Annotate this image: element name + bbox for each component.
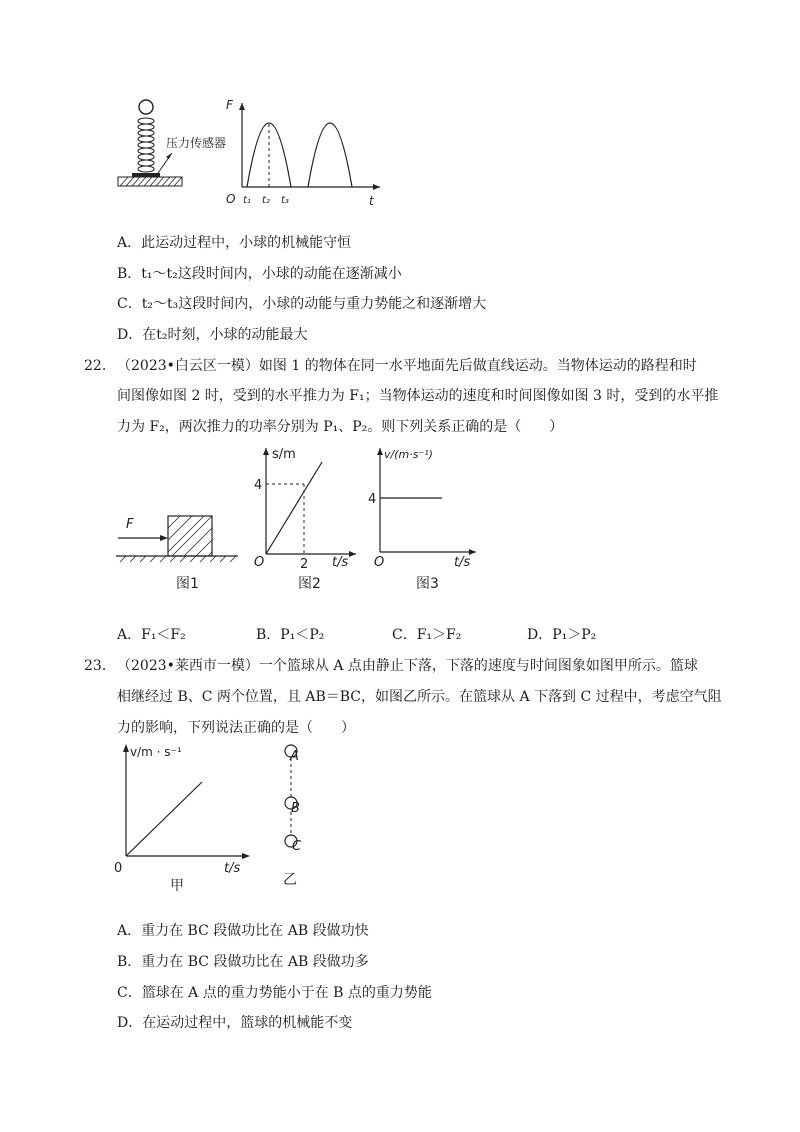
force-time-graph — [226, 98, 380, 208]
q21-option-a: A．此运动过程中，小球的机械能守恒 — [117, 235, 352, 251]
svg-text:v/m · s⁻¹: v/m · s⁻¹ — [130, 745, 182, 759]
q22-fig2 — [250, 444, 365, 596]
svg-text:s/m: s/m — [272, 447, 296, 462]
ball — [139, 100, 153, 114]
q23-fig-yi — [274, 740, 324, 890]
s-t-line — [266, 462, 322, 554]
q23-option-a: A．重力在 BC 段做功比在 AB 段做功快 — [117, 923, 369, 939]
velocity-line — [126, 782, 202, 856]
svg-text:t₁: t₁ — [243, 195, 251, 206]
q21-option-b: B．t₁～t₂这段时间内，小球的动能在逐渐减小 — [117, 266, 402, 282]
svg-text:t/s: t/s — [332, 555, 349, 570]
q23-option-c: C．篮球在 A 点的重力势能小于在 B 点的重力势能 — [117, 985, 432, 1001]
q22-option-a: A．F₁＜F₂ — [117, 627, 186, 643]
fig-yi-caption: 乙 — [283, 872, 297, 888]
svg-text:0: 0 — [114, 861, 123, 876]
q22-stem-line-2: 间图像如图 2 时，受到的水平推力为 F₁；当物体运动的速度和时间图像如图 3 时，受到的水平推 — [117, 388, 719, 404]
svg-text:4: 4 — [254, 478, 263, 493]
q22-fig3 — [366, 444, 496, 596]
q22-stem-line-1: （2023•白云区一模）如图 1 的物体在同一水平地面先后做直线运动。当物体运动的路程和时 — [117, 358, 697, 374]
svg-text:v/(m·s⁻¹): v/(m·s⁻¹) — [384, 448, 433, 461]
fig-jia-caption: 甲 — [170, 878, 184, 894]
q23-option-b: B．重力在 BC 段做功比在 AB 段做功多 — [117, 954, 369, 970]
svg-text:t₃: t₃ — [281, 195, 289, 206]
svg-text:F: F — [226, 98, 233, 112]
svg-text:A: A — [290, 749, 299, 764]
svg-text:t₂: t₂ — [262, 195, 270, 206]
q22-option-b: B．P₁＜P₂ — [256, 627, 325, 643]
sensor-label: 压力传感器 — [166, 136, 227, 150]
q23-stem-line-1: （2023•莱西市一模）一个篮球从 A 点由静止下落，下落的速度与时间图象如图甲所示。篮球 — [117, 658, 698, 674]
fig2-caption: 图2 — [298, 576, 321, 592]
q23-option-d: D．在运动过程中，篮球的机械能不变 — [117, 1015, 353, 1031]
fig3-caption: 图3 — [416, 576, 439, 592]
svg-text:O: O — [254, 555, 265, 570]
svg-text:B: B — [291, 801, 300, 816]
q21-figure — [110, 95, 400, 215]
spring-icon — [138, 118, 154, 172]
force-label: F — [126, 517, 134, 532]
svg-text:O: O — [226, 192, 236, 206]
q23-number: 23． — [84, 658, 116, 674]
svg-text:t: t — [369, 194, 374, 208]
svg-text:t/s: t/s — [224, 861, 241, 876]
q23-stem-line-2: 相继经过 B、C 两个位置，且 AB＝BC，如图乙所示。在篮球从 A 下落到 C 过程中，考虑空气阻 — [117, 689, 722, 705]
q22-stem-line-3: 力为 F₂，两次推力的功率分别为 P₁、P₂。则下列关系正确的是（ ） — [117, 419, 564, 435]
q22-option-c: C．F₁＞F₂ — [392, 627, 462, 643]
q22-number: 22． — [84, 358, 116, 374]
svg-text:4: 4 — [368, 492, 377, 507]
q22-option-d: D．P₁＞P₂ — [527, 627, 597, 643]
svg-text:2: 2 — [300, 557, 309, 572]
svg-text:O: O — [374, 555, 385, 570]
q22-fig1 — [114, 500, 244, 595]
svg-text:C: C — [292, 839, 302, 854]
q23-fig-jia — [108, 738, 268, 898]
fig1-caption: 图1 — [176, 576, 199, 592]
q21-option-d: D．在t₂时刻，小球的动能最大 — [117, 327, 308, 343]
q23-stem-line-3: 力的影响，下列说法正确的是（ ） — [117, 720, 355, 736]
pressure-sensor — [132, 173, 160, 177]
q21-option-c: C．t₂～t₃这段时间内，小球的动能与重力势能之和逐渐增大 — [117, 296, 487, 312]
svg-text:t/s: t/s — [454, 555, 471, 570]
